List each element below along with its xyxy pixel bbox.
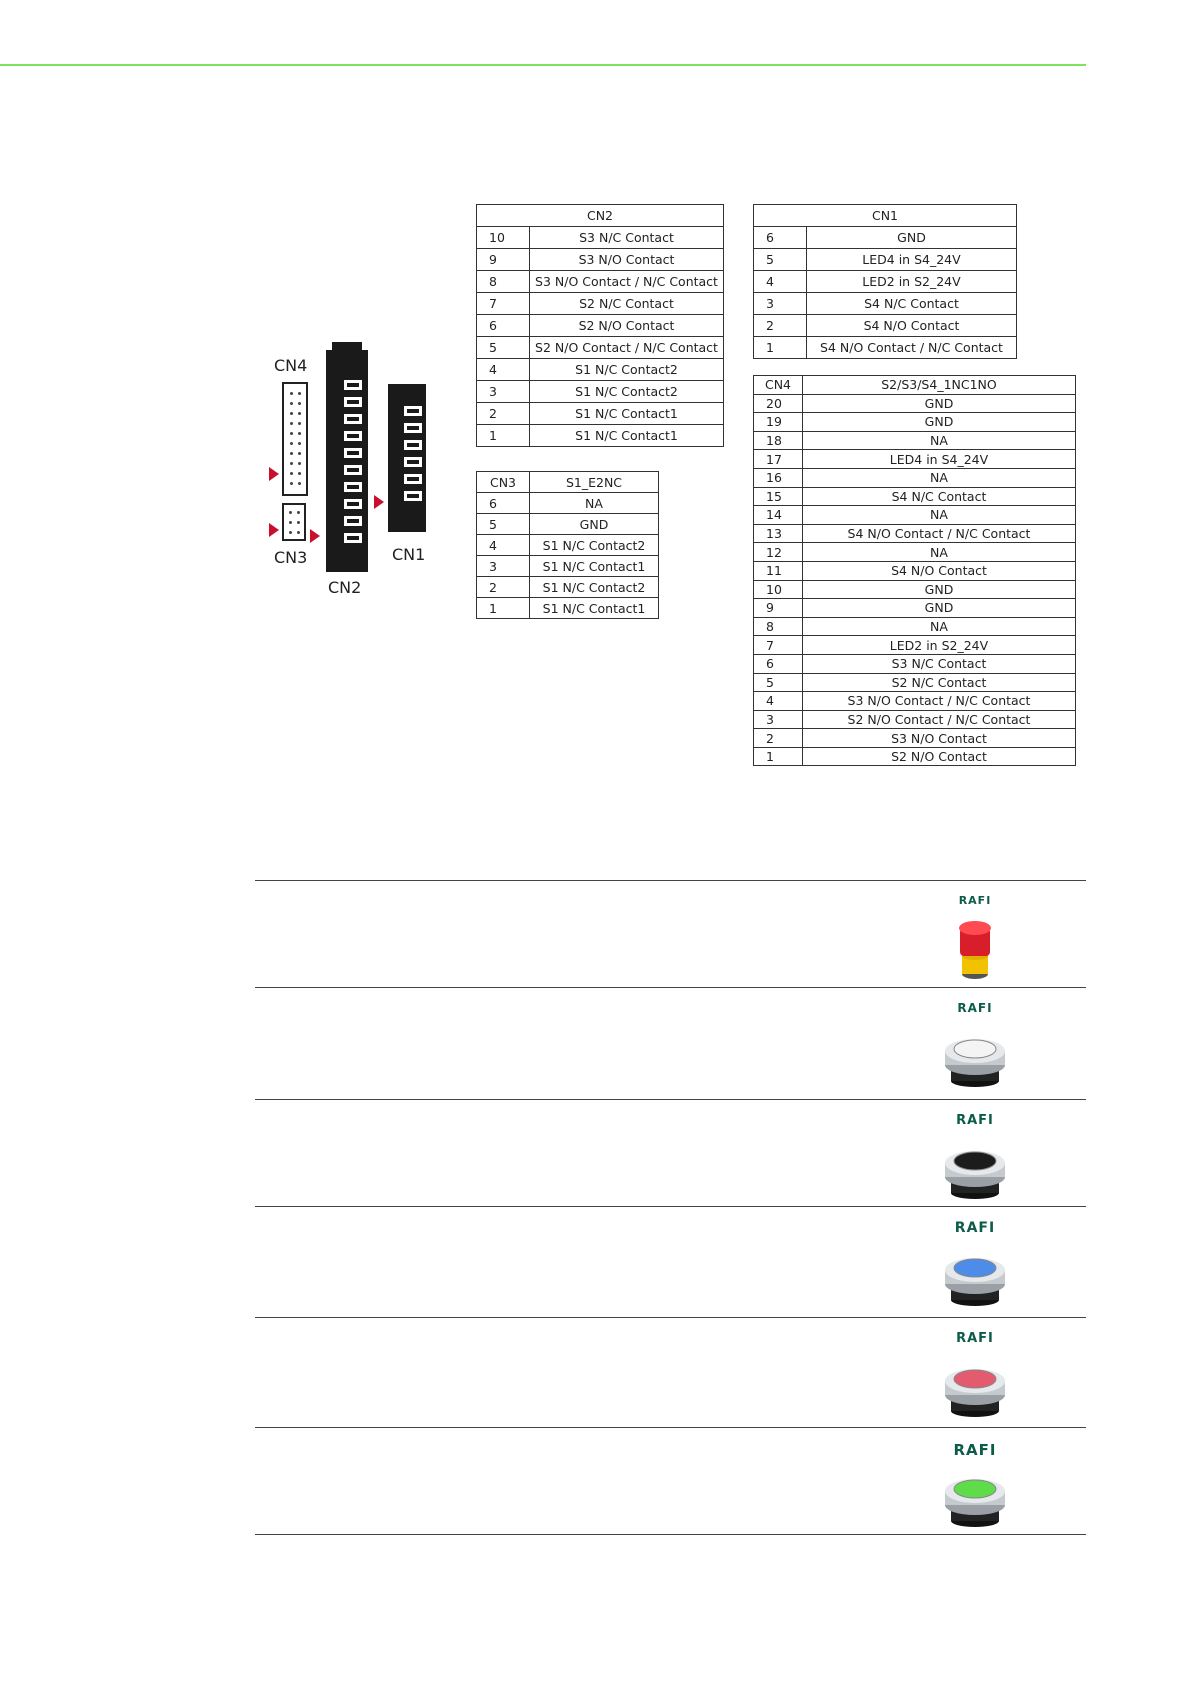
- table-row: [754, 315, 1017, 337]
- table-row: [477, 514, 659, 535]
- pin-dot: [289, 511, 292, 514]
- pin-number: 6: [477, 493, 530, 514]
- table-row: [754, 617, 1076, 636]
- pin1-marker-cn2: [310, 529, 320, 543]
- cn1-pin-table: [753, 204, 1017, 359]
- cn2-label: CN2: [328, 578, 362, 597]
- pin-number: 1: [477, 598, 530, 619]
- pin-dot: [290, 462, 293, 465]
- connector-slot: [342, 514, 364, 528]
- table-row: [754, 599, 1076, 618]
- pin-dot: [290, 422, 293, 425]
- pin-description: S1 N/C Contact2: [530, 381, 724, 403]
- pin-number: 2: [477, 403, 530, 425]
- table-row: [477, 535, 659, 556]
- emergency-stop-icon: [935, 910, 1015, 984]
- pin-number: 5: [754, 673, 803, 692]
- connector-slot: [342, 412, 364, 426]
- connector-slot: [342, 480, 364, 494]
- table-row: [754, 413, 1076, 432]
- pin-description: NA: [803, 431, 1076, 450]
- pin-number: 6: [754, 227, 807, 249]
- pin-number: 19: [754, 413, 803, 432]
- pin-number: 2: [754, 315, 807, 337]
- pin-description: GND: [807, 227, 1017, 249]
- pin-dot: [297, 531, 300, 534]
- pin-description: S3 N/C Contact: [530, 227, 724, 249]
- table-row: [754, 673, 1076, 692]
- pin-number: 15: [754, 487, 803, 506]
- pin-dot: [298, 442, 301, 445]
- table-row: [477, 577, 659, 598]
- cn1-label: CN1: [392, 545, 426, 564]
- pin-dot: [297, 521, 300, 524]
- connector-slot: [402, 489, 424, 503]
- pin-description: NA: [803, 617, 1076, 636]
- pin-number: 2: [754, 729, 803, 748]
- pin-number: 10: [477, 227, 530, 249]
- pin-dot: [290, 432, 293, 435]
- pin-description: S3 N/O Contact: [530, 249, 724, 271]
- pushbutton-icon: [935, 1129, 1015, 1203]
- pin-dot: [298, 482, 301, 485]
- pin-number: 3: [477, 556, 530, 577]
- table-row: [477, 227, 724, 249]
- button-row: [255, 1317, 1086, 1428]
- pin1-marker-cn1: [374, 495, 384, 509]
- pin-number: 9: [477, 249, 530, 271]
- pin-number: 6: [477, 315, 530, 337]
- table-row: [477, 315, 724, 337]
- table-row: [754, 692, 1076, 711]
- pin-description: NA: [530, 493, 659, 514]
- pin-dot: [298, 472, 301, 475]
- pin-number: 4: [754, 692, 803, 711]
- pin-description: GND: [803, 413, 1076, 432]
- table-header-row: [477, 205, 724, 227]
- table-row: [754, 654, 1076, 673]
- table-header-row: [477, 472, 659, 493]
- pin-dot: [290, 412, 293, 415]
- table-header: CN1: [754, 205, 1017, 227]
- pin-number: 1: [754, 337, 807, 359]
- cn1-connector: [388, 384, 426, 532]
- pin-number: 1: [477, 425, 530, 447]
- connector-slot: [342, 463, 364, 477]
- pin-number: 4: [477, 359, 530, 381]
- connector-slot: [402, 421, 424, 435]
- pin-description: S4 N/O Contact: [803, 561, 1076, 580]
- connector-diagram: [262, 340, 452, 610]
- table-row: [754, 524, 1076, 543]
- rafi-logo: RAFI: [953, 1441, 997, 1459]
- table-row: [477, 381, 724, 403]
- pin-dot: [298, 452, 301, 455]
- rafi-button-image: [935, 894, 1015, 984]
- pin-number: 5: [477, 337, 530, 359]
- table-row: [477, 249, 724, 271]
- pin-description: GND: [803, 599, 1076, 618]
- button-row: [255, 880, 1086, 988]
- pin-dot: [298, 392, 301, 395]
- table-header: CN2: [477, 205, 724, 227]
- pin-dot: [298, 422, 301, 425]
- pin-description: LED2 in S2_24V: [807, 271, 1017, 293]
- pin-dot: [289, 521, 292, 524]
- pin-description: S2 N/C Contact: [803, 673, 1076, 692]
- pin-description: S3 N/O Contact / N/C Contact: [530, 271, 724, 293]
- pin-description: S1 N/C Contact2: [530, 535, 659, 556]
- rafi-logo: RAFI: [958, 894, 992, 907]
- pin-description: S4 N/O Contact: [807, 315, 1017, 337]
- pin1-marker-cn3: [269, 523, 279, 537]
- pin-number: 7: [754, 636, 803, 655]
- pin-dot: [298, 402, 301, 405]
- pin-dot: [290, 472, 293, 475]
- connector-slot: [402, 438, 424, 452]
- pin-number: 20: [754, 394, 803, 413]
- rafi-logo: RAFI: [956, 1113, 994, 1128]
- table-row: [754, 729, 1076, 748]
- table-row: [754, 561, 1076, 580]
- table-header-desc: S2/S3/S4_1NC1NO: [803, 376, 1076, 395]
- pin-number: 17: [754, 450, 803, 469]
- pin-dot: [298, 412, 301, 415]
- pin-number: 9: [754, 599, 803, 618]
- table-row: [477, 425, 724, 447]
- rafi-button-image: [935, 1441, 1015, 1531]
- connector-slot: [342, 378, 364, 392]
- pin-dot: [290, 442, 293, 445]
- pushbutton-icon: [935, 1457, 1015, 1531]
- table-row: [477, 359, 724, 381]
- table-row: [754, 747, 1076, 766]
- table-row: [754, 487, 1076, 506]
- table-row: [477, 271, 724, 293]
- pushbutton-icon: [935, 1017, 1015, 1091]
- pin-description: S2 N/O Contact / N/C Contact: [530, 337, 724, 359]
- pin-description: GND: [803, 580, 1076, 599]
- table-row: [477, 598, 659, 619]
- pin-description: LED4 in S4_24V: [807, 249, 1017, 271]
- pin-number: 12: [754, 543, 803, 562]
- connector-slot: [342, 429, 364, 443]
- cn4-pin-table: [753, 375, 1076, 766]
- pin-description: S3 N/O Contact: [803, 729, 1076, 748]
- pin-description: GND: [530, 514, 659, 535]
- pin-number: 18: [754, 431, 803, 450]
- table-row: [754, 543, 1076, 562]
- button-row: [255, 1427, 1086, 1535]
- pin-number: 1: [754, 747, 803, 766]
- cn4-connector: [282, 382, 308, 496]
- connector-slot: [402, 472, 424, 486]
- pin-description: LED4 in S4_24V: [803, 450, 1076, 469]
- table-row: [477, 337, 724, 359]
- table-row: [754, 710, 1076, 729]
- pin-description: NA: [803, 468, 1076, 487]
- button-row: [255, 1206, 1086, 1318]
- pin-number: 8: [477, 271, 530, 293]
- pin-dot: [297, 511, 300, 514]
- table-header-pin: CN3: [477, 472, 530, 493]
- cn3-pin-table: [476, 471, 659, 619]
- pin-description: S4 N/O Contact / N/C Contact: [807, 337, 1017, 359]
- table-row: [754, 506, 1076, 525]
- rafi-logo: RAFI: [954, 1220, 996, 1236]
- table-header-row: [754, 376, 1076, 395]
- pin-description: S2 N/O Contact / N/C Contact: [803, 710, 1076, 729]
- pin-dot: [298, 462, 301, 465]
- table-row: [754, 271, 1017, 293]
- pin-number: 4: [754, 271, 807, 293]
- connector-slot: [342, 531, 364, 545]
- pin-description: GND: [803, 394, 1076, 413]
- table-row: [477, 293, 724, 315]
- pin-description: S4 N/C Contact: [803, 487, 1076, 506]
- cn2-pin-table: [476, 204, 724, 447]
- button-row: [255, 987, 1086, 1100]
- pin-number: 3: [754, 710, 803, 729]
- pin1-marker-cn4: [269, 467, 279, 481]
- pin-dot: [298, 432, 301, 435]
- pin-number: 10: [754, 580, 803, 599]
- pin-description: S4 N/O Contact / N/C Contact: [803, 524, 1076, 543]
- pin-number: 16: [754, 468, 803, 487]
- rafi-button-image: [935, 1113, 1015, 1203]
- pin-number: 3: [754, 293, 807, 315]
- pin-number: 13: [754, 524, 803, 543]
- pin-description: S1 N/C Contact2: [530, 359, 724, 381]
- table-header-pin: CN4: [754, 376, 803, 395]
- table-header-row: [754, 205, 1017, 227]
- rafi-button-image: [935, 1331, 1015, 1421]
- cn3-label: CN3: [274, 548, 308, 567]
- table-row: [754, 293, 1017, 315]
- pin-description: S1 N/C Contact1: [530, 598, 659, 619]
- pin-description: LED2 in S2_24V: [803, 636, 1076, 655]
- pin-number: 3: [477, 381, 530, 403]
- connector-slot: [402, 404, 424, 418]
- connector-slot: [342, 395, 364, 409]
- table-row: [754, 394, 1076, 413]
- pushbutton-icon: [935, 1236, 1015, 1310]
- connector-slot: [402, 455, 424, 469]
- table-row: [477, 556, 659, 577]
- pin-dot: [290, 392, 293, 395]
- pin-number: 5: [477, 514, 530, 535]
- pin-description: NA: [803, 543, 1076, 562]
- table-row: [754, 450, 1076, 469]
- rafi-logo: RAFI: [957, 1001, 993, 1015]
- pin-description: S1 N/C Contact1: [530, 403, 724, 425]
- pin-number: 4: [477, 535, 530, 556]
- connector-slot: [342, 446, 364, 460]
- cn2-connector: [326, 350, 368, 572]
- pin-number: 7: [477, 293, 530, 315]
- pin-dot: [290, 452, 293, 455]
- table-row: [754, 580, 1076, 599]
- connector-slot: [342, 497, 364, 511]
- table-header-desc: S1_E2NC: [530, 472, 659, 493]
- table-row: [754, 249, 1017, 271]
- pin-dot: [290, 402, 293, 405]
- pin-description: S2 N/O Contact: [530, 315, 724, 337]
- pin-number: 2: [477, 577, 530, 598]
- pin-number: 8: [754, 617, 803, 636]
- table-row: [477, 403, 724, 425]
- rafi-logo: RAFI: [956, 1331, 994, 1346]
- cn4-label: CN4: [274, 356, 308, 375]
- table-row: [754, 468, 1076, 487]
- table-row: [754, 636, 1076, 655]
- header-accent-line: [0, 64, 1086, 66]
- rafi-button-image: [935, 1001, 1015, 1091]
- pin-description: S2 N/C Contact: [530, 293, 724, 315]
- pin-number: 11: [754, 561, 803, 580]
- pin-description: S4 N/C Contact: [807, 293, 1017, 315]
- pin-description: S1 N/C Contact1: [530, 556, 659, 577]
- rafi-button-image: [935, 1220, 1015, 1310]
- pin-dot: [289, 531, 292, 534]
- pin-description: S3 N/O Contact / N/C Contact: [803, 692, 1076, 711]
- pin-number: 14: [754, 506, 803, 525]
- pin-dot: [290, 482, 293, 485]
- pin-description: S3 N/C Contact: [803, 654, 1076, 673]
- pin-description: NA: [803, 506, 1076, 525]
- pin-number: 5: [754, 249, 807, 271]
- pin-description: S2 N/O Contact: [803, 747, 1076, 766]
- table-row: [477, 493, 659, 514]
- table-row: [754, 227, 1017, 249]
- pin-number: 6: [754, 654, 803, 673]
- button-row: [255, 1099, 1086, 1207]
- pin-description: S1 N/C Contact1: [530, 425, 724, 447]
- pushbutton-icon: [935, 1347, 1015, 1421]
- pin-description: S1 N/C Contact2: [530, 577, 659, 598]
- table-row: [754, 431, 1076, 450]
- cn3-connector: [282, 503, 306, 541]
- table-row: [754, 337, 1017, 359]
